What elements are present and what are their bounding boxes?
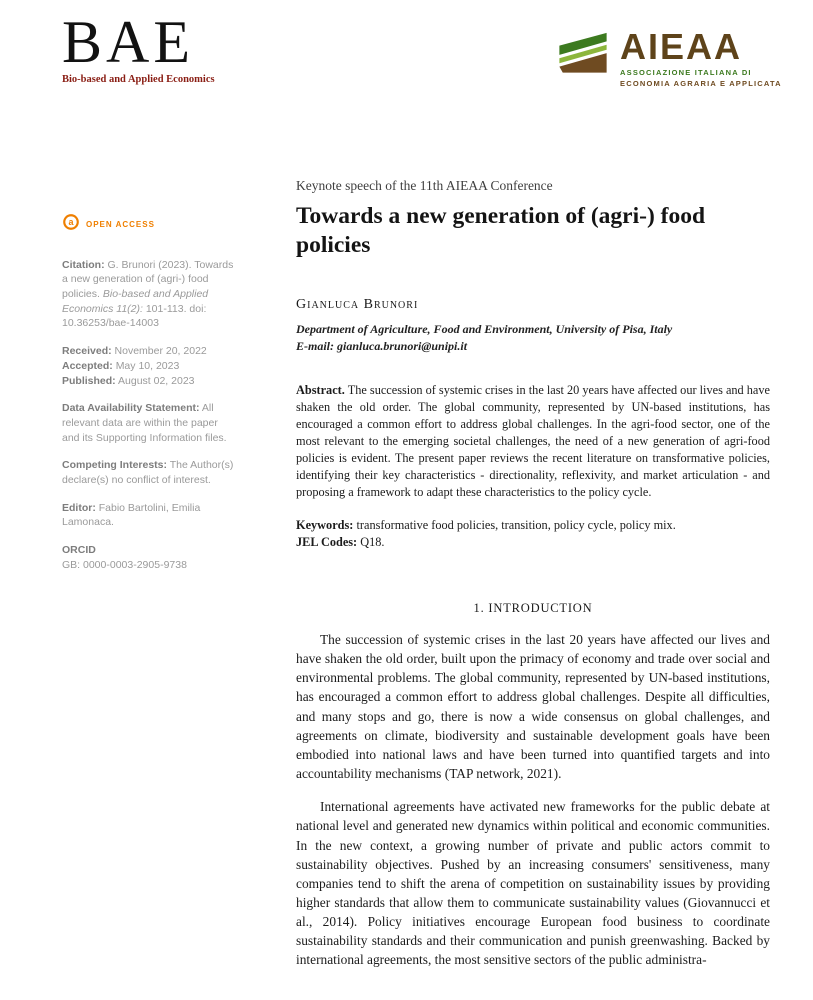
citation-label: Citation: [62,258,105,271]
competing-interests-label: Competing Interests: [62,459,168,472]
data-availability-text: All relevant data are within the paper and its Supporting Information files. [62,402,227,444]
email-label: E-mail: [296,338,334,353]
bae-journal-logo [62,9,222,86]
received-date: November 20, 2022 [114,345,207,358]
aieaa-text-block [620,26,782,89]
article-kicker: Keynote speech of the 11th AIEAA Conference [296,178,553,193]
competing-interests-block [62,458,234,487]
data-availability-block [62,401,234,445]
aieaa-subtitle-line1: ASSOCIAZIONE ITALIANA DI [620,68,752,78]
abstract-text: The succession of systemic crises in the last 20 years have affected our lives and have shaken the old order. The global community, represented by UN-based institutions, has encouraged a common effort to address global challenges. In the agri-food sector, one of the most relevant to the emerging societal challenges, the need of a new generation of agri-food policies is evident. The present paper reviews the recent literature on transformative policies, identifying their key characteristics - directionality, reflexivity, and market articulation - and proposing a framework to adapt these characteristics to the policy cycle. [296,382,771,499]
intro-paragraph-2: International agreements have activated new frameworks for the public debate at national level and generated new dynamics within political and economic communities. In the new context, a growing number of private and public actors commit to sustainability objectives. Pushed by an increasing consumers' sensitiveness, many companies tend to shift the arena of competition on sustainability issues by providing higher standards that allow them to communicate sustainability values (Giovannucci et al., 2014). Policy initiatives encourage European food business to coordinate sustainability standards and their communication and punish greenwashing. Backed by international agreements, the most sensitive sectors of the public administra- [296,799,770,968]
competing-interests-text: The Author(s) declare(s) no conflict of interest. [62,459,234,486]
citation-pages-doi: 101-113. doi: 10.36253/bae-14003 [62,302,207,330]
article-main [296,178,770,970]
intro-paragraph-1: The succession of systemic crises in the last 20 years have affected our lives and have shaken the old order, built upon the primacy of economy and trade over social and environmental problems. The global community, represented by UN-based institutions, has encouraged a common effort to address global challenges. Despite all difficulties, and many stops and go, there is now a wide consensus on global challenges, and agreements on climate, biodiversity and sustainable development goals have been embodied into national laws and have been turned into quantified targets and into accountability mechanisms (TAP network, 2021). [296,631,770,782]
open-access-badge [62,213,234,236]
published-date: August 02, 2023 [118,374,195,387]
orcid-id: GB: 0000-0003-2905-9738 [62,558,187,571]
open-access-icon [62,213,80,236]
editor-label: Editor: [62,501,96,514]
email-address: gianluca.brunori@unipi.it [337,338,468,353]
keywords-line [296,517,770,534]
aieaa-emblem-icon [556,30,610,78]
data-availability-label: Data Availability Statement: [62,402,200,415]
jel-text: Q18. [360,534,385,549]
open-access-label: OPEN ACCESS [86,219,155,229]
citation-block [62,258,234,331]
keywords-label: Keywords: [296,517,354,532]
abstract-label: Abstract. [296,382,345,397]
abstract [296,382,770,501]
accepted-date: May 10, 2023 [115,359,180,372]
citation-text: G. Brunori (2023). Towards a new generation of (agri-) food policies. [62,258,234,301]
editor-text: Fabio Bartolini, Emilia Lamonaca. [62,501,201,529]
article-meta-sidebar [62,213,234,585]
accepted-label: Accepted: [62,359,113,372]
author-email-line [296,339,770,354]
author-affiliation: Department of Agriculture, Food and Environment, University of Pisa, Italy [296,321,673,336]
article-title: Towards a new generation of (agri-) food policies [296,203,706,259]
received-label: Received: [62,345,112,358]
aieaa-name: AIEAA [620,26,743,67]
keywords-text: transformative food policies, transition, policy cycle, policy mix. [356,517,676,532]
author-name: Gianluca Brunori [296,296,419,312]
section-heading-introduction: 1. INTRODUCTION [473,600,593,615]
citation-journal: Bio-based and Applied Economics 11(2): [62,288,209,315]
published-label: Published: [62,374,116,387]
svg-text:a: a [68,217,74,228]
bae-logo-text: BAE [62,9,194,75]
received-block [62,344,234,388]
editor-block [62,501,234,530]
aieaa-logo [556,26,782,89]
orcid-block [62,543,234,572]
jel-label: JEL Codes: [296,534,358,549]
orcid-label: ORCID [62,544,96,556]
bae-logo-tagline: Bio-based and Applied Economics [62,74,215,85]
aieaa-subtitle-line2: ECONOMIA AGRARIA E APPLICATA [620,79,782,89]
jel-codes-line [296,534,770,551]
